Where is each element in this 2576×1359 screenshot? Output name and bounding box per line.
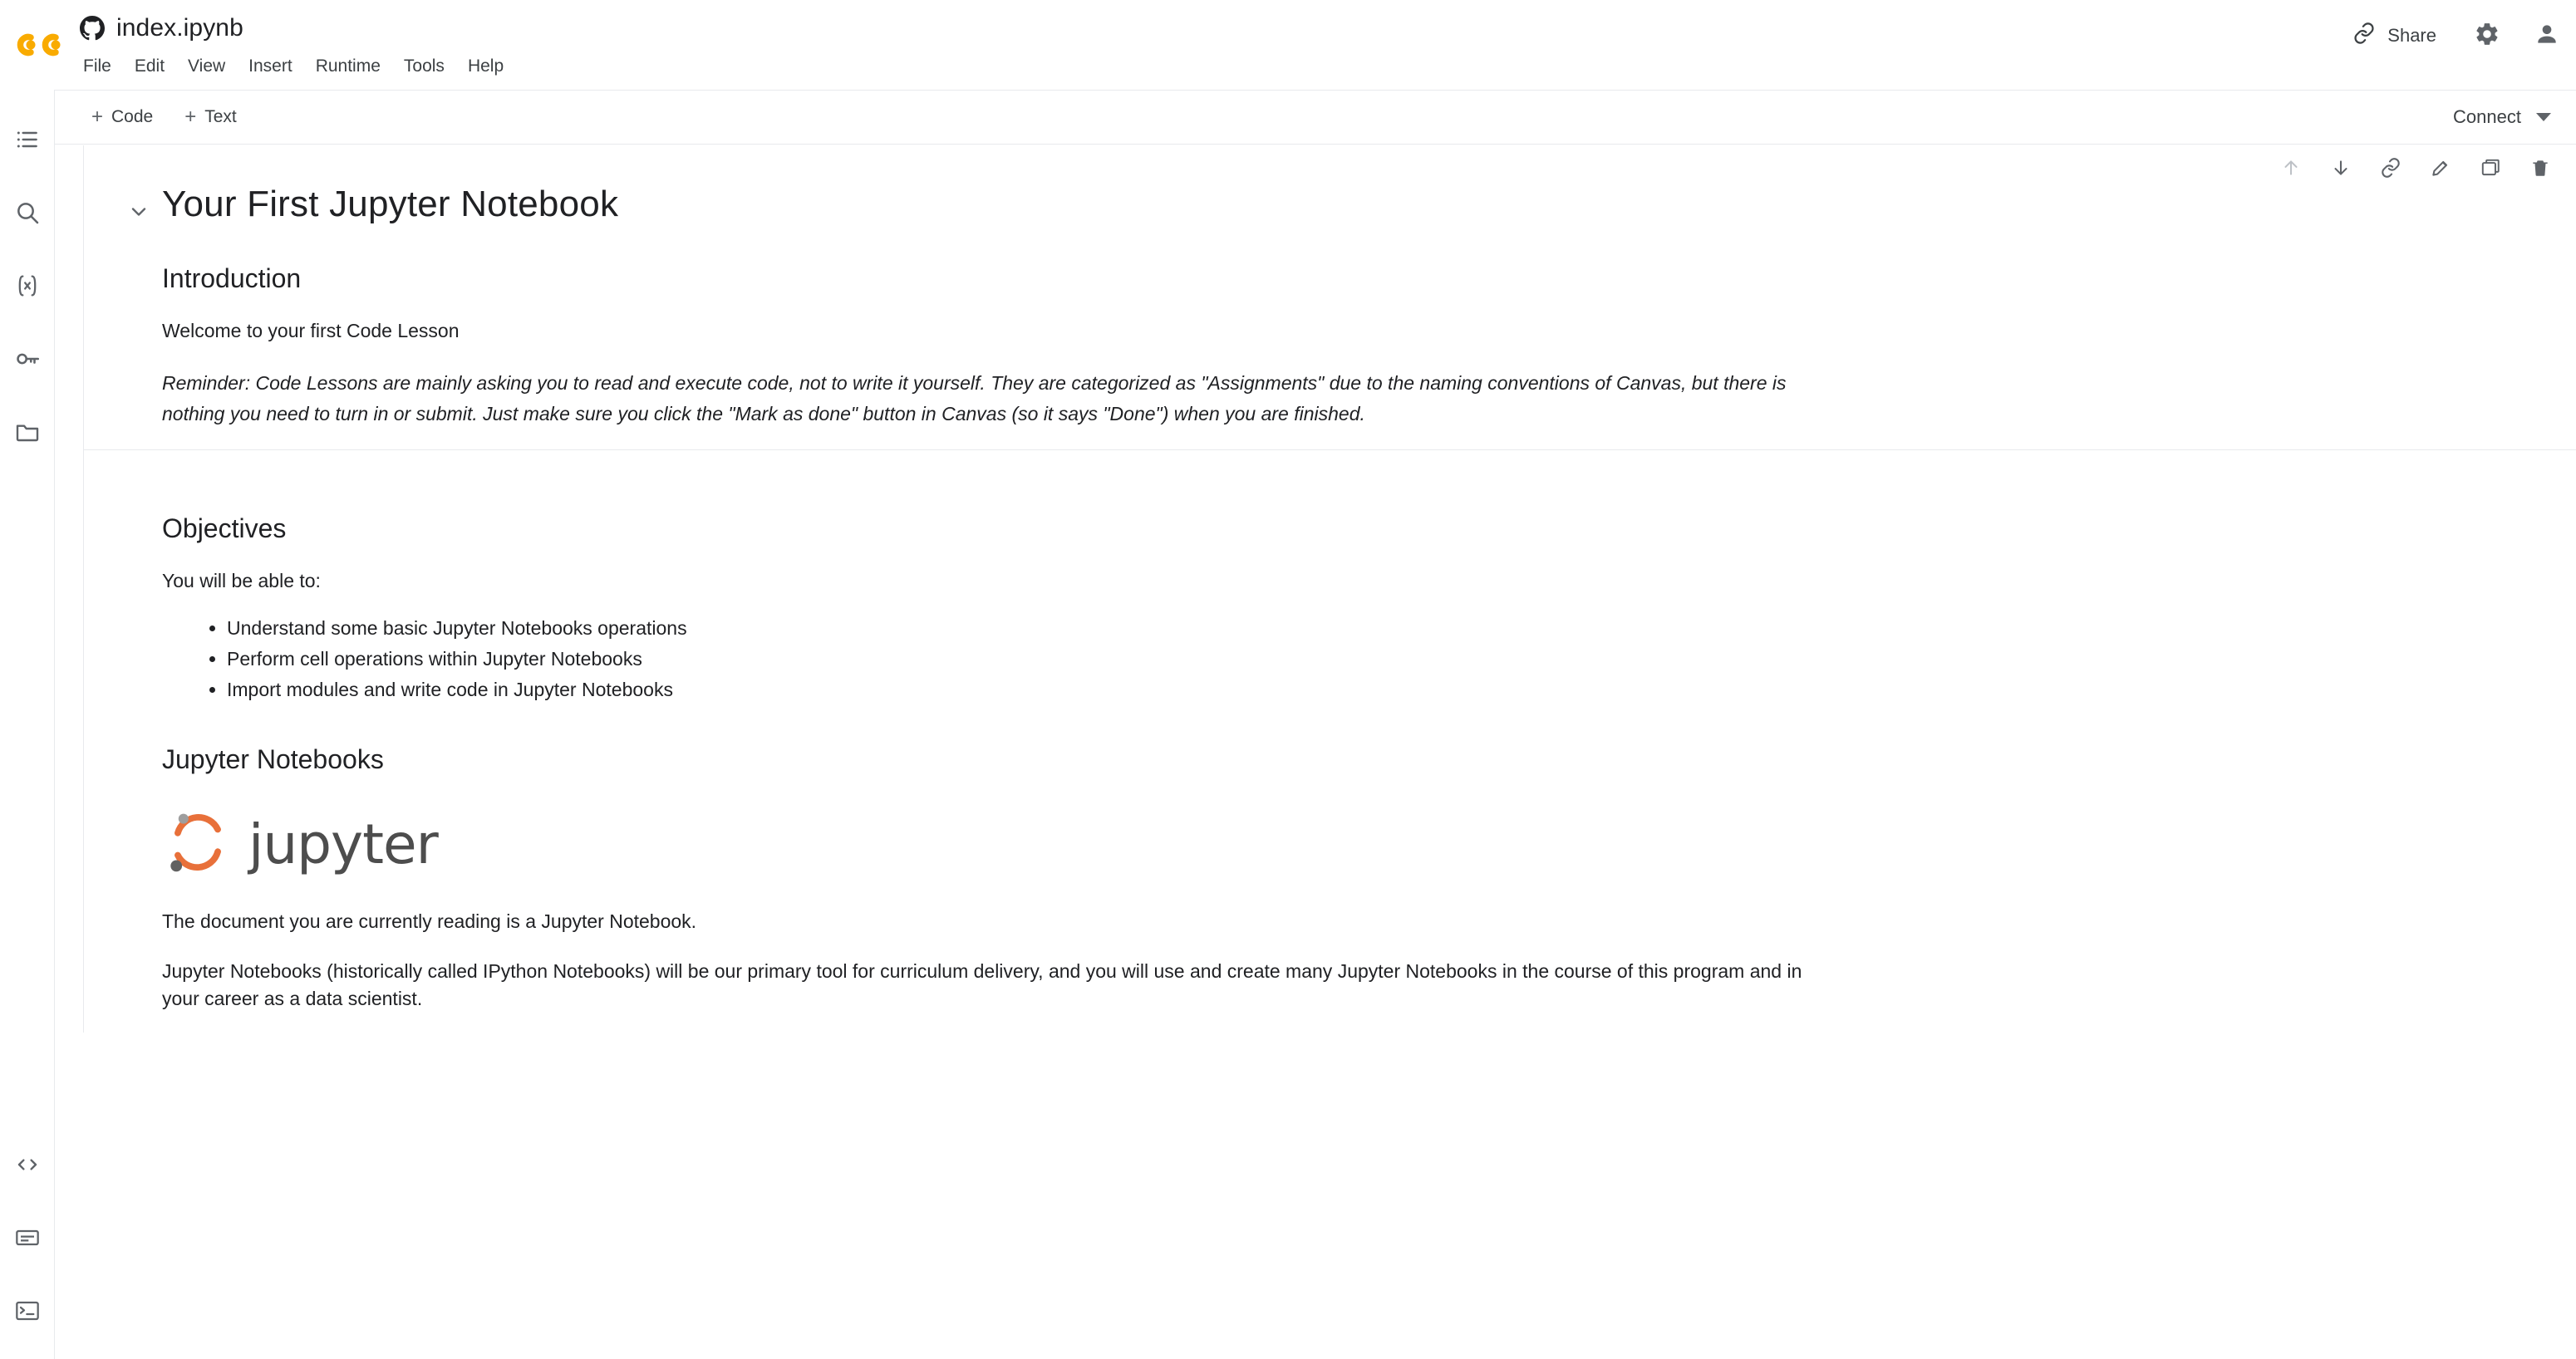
jupyter-wordmark: jupyter (248, 812, 438, 876)
account-icon (2534, 21, 2560, 52)
jupyter-logo (162, 805, 2526, 885)
variables-icon (13, 272, 42, 304)
list-item: • Import modules and write code in Jupyter Notebooks (227, 675, 2526, 705)
settings-button[interactable] (2470, 18, 2505, 53)
menu-runtime[interactable]: Runtime (315, 56, 381, 76)
header-actions (2344, 15, 2576, 56)
copy-cell-icon[interactable] (2475, 152, 2506, 184)
sidebar-item-command-palette[interactable] (0, 1203, 55, 1276)
sidebar-item-secrets[interactable] (0, 324, 55, 397)
files-folder-icon (14, 419, 41, 449)
paragraph-welcome: Welcome to your first Code Lesson (162, 320, 460, 341)
connect-label: Connect (2453, 106, 2521, 127)
jupyter-mark-icon (162, 807, 234, 882)
menu-insert[interactable]: Insert (248, 56, 293, 76)
plus-icon: + (184, 105, 197, 128)
notebook-content (55, 145, 2576, 1359)
title-and-menu (80, 0, 2576, 82)
sidebar-item-code-snippets[interactable] (0, 1130, 55, 1203)
heading-your-first-jupyter-notebook: Your First Jupyter Notebook (162, 184, 619, 224)
cell-action-toolbar (2275, 152, 2556, 184)
heading-objectives: Objectives (162, 513, 287, 544)
paragraph-jupyter-description: Jupyter Notebooks (historically called IPython Notebooks) will be our primary tool for curriculum delivery, and you will use and create many Jupyter Notebooks in the course of this program and in your career as a data scientist. (162, 960, 1802, 1009)
add-text-cell-button[interactable] (173, 102, 248, 132)
paragraph-document-reading: The document you are currently reading is a Jupyter Notebook. (162, 910, 697, 932)
sidebar-item-search[interactable] (0, 178, 55, 251)
move-cell-down-icon[interactable] (2325, 152, 2357, 184)
edit-cell-icon[interactable] (2425, 152, 2456, 184)
link-to-cell-icon[interactable] (2375, 152, 2406, 184)
objectives-list (162, 613, 2526, 706)
sidebar-item-files[interactable] (0, 397, 55, 470)
menu-bar (71, 50, 2576, 82)
list-item: • Understand some basic Jupyter Notebooks operations (227, 613, 2526, 644)
paragraph-objectives-intro: You will be able to: (162, 570, 321, 592)
markdown-cell-2[interactable] (83, 450, 2576, 1032)
list-item: • Perform cell operations within Jupyter Notebooks (227, 644, 2526, 675)
plus-icon: + (91, 105, 104, 128)
menu-file[interactable]: File (83, 56, 111, 76)
code-snippets-icon (14, 1151, 41, 1182)
sidebar-item-variables[interactable] (0, 251, 55, 324)
add-code-label: Code (111, 107, 154, 126)
share-button[interactable] (2344, 15, 2445, 56)
heading-introduction: Introduction (162, 263, 302, 293)
menu-edit[interactable]: Edit (134, 56, 165, 76)
menu-view[interactable]: View (188, 56, 226, 76)
left-rail (0, 90, 55, 1359)
heading-jupyter-notebooks: Jupyter Notebooks (162, 743, 384, 774)
colab-logo-icon[interactable] (0, 0, 80, 90)
share-label: Share (2387, 25, 2436, 46)
move-cell-up-icon[interactable] (2275, 152, 2307, 184)
menu-help[interactable]: Help (467, 56, 504, 76)
sidebar-item-table-of-contents[interactable] (0, 105, 55, 178)
command-palette-icon (14, 1224, 41, 1255)
gear-icon (2474, 21, 2500, 52)
paragraph-reminder: Reminder: Code Lessons are mainly asking you to read and execute code, not to write it yourself. They are categorized as "Assignments" due to the naming conventions of Canvas, but there is nothing you need to turn in or submit. Just make sure you click the "Mark as done" button in Canvas (so it says "Done") when you are finished. (162, 371, 1787, 424)
sidebar-item-terminal[interactable] (0, 1276, 55, 1349)
delete-cell-icon[interactable] (2524, 152, 2556, 184)
menu-tools[interactable]: Tools (403, 56, 445, 76)
top-bar (0, 0, 2576, 90)
document-title-row[interactable] (80, 12, 2576, 45)
search-icon (14, 199, 41, 230)
github-icon (80, 16, 105, 41)
secrets-key-icon (13, 345, 42, 377)
page-title[interactable]: index.ipynb (116, 14, 243, 42)
markdown-cell-1-body (84, 184, 2576, 429)
link-icon (2352, 22, 2376, 50)
terminal-icon (14, 1298, 41, 1328)
add-text-label: Text (204, 107, 237, 126)
add-code-cell-button[interactable] (80, 102, 165, 132)
markdown-cell-2-body (84, 513, 2576, 1012)
table-of-contents-icon (14, 126, 41, 157)
connect-button[interactable] (2453, 106, 2551, 128)
account-button[interactable] (2529, 18, 2564, 53)
notebook-toolbar (0, 90, 2576, 145)
collapse-section-chevron[interactable] (127, 200, 150, 223)
chevron-down-icon[interactable] (2536, 113, 2551, 121)
markdown-cell-1[interactable] (83, 145, 2576, 450)
